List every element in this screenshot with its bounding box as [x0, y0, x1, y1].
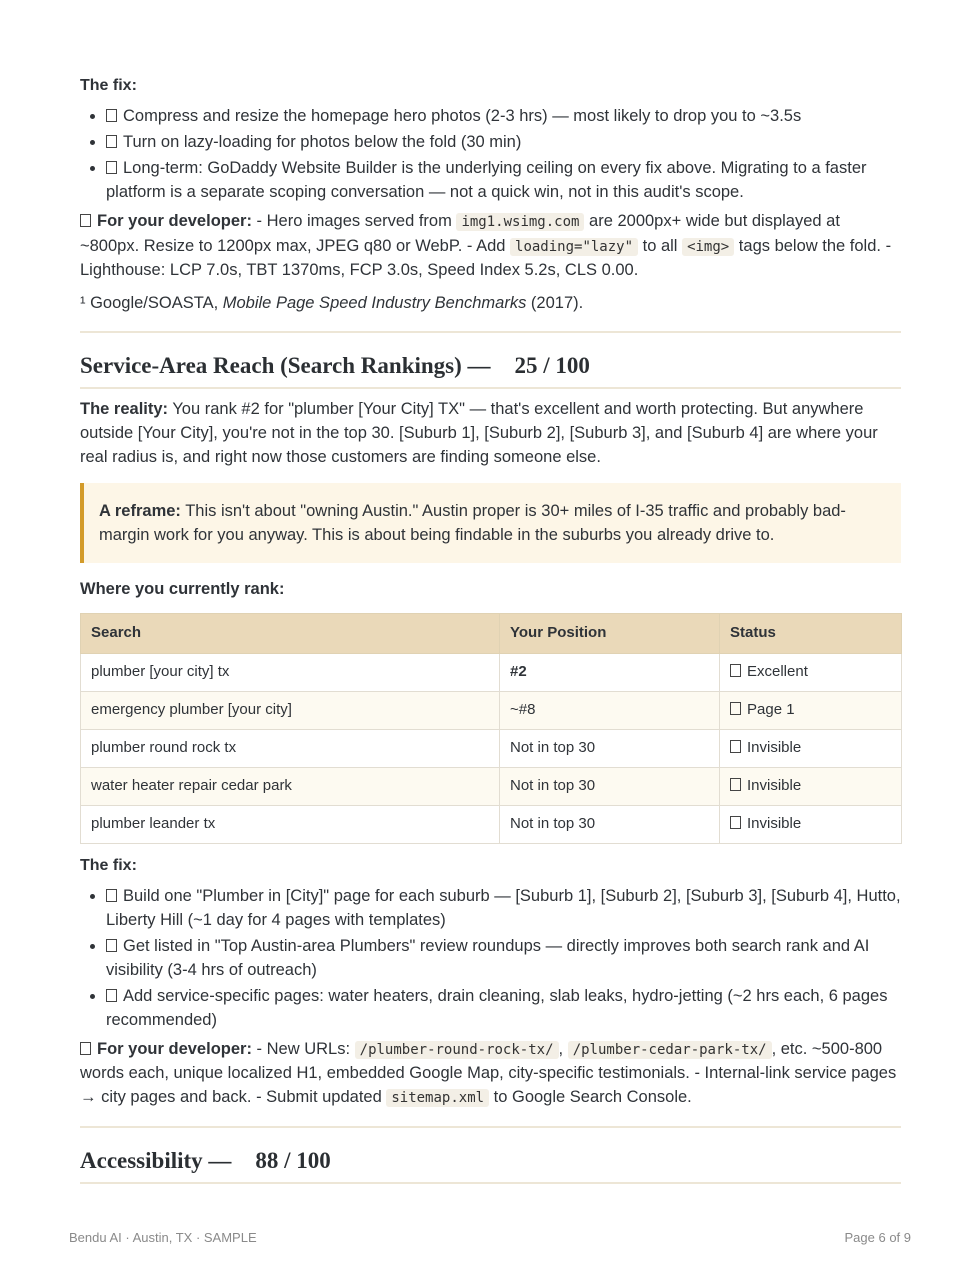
- code-snippet: <img>: [682, 238, 734, 256]
- list-item: • Get listed in "Top Austin-area Plumbers" review roundups — directly improves both search rank and AI visibility (3-4 hrs of outreach): [106, 934, 901, 982]
- checkbox-icon: [106, 939, 117, 952]
- column-header: Search: [81, 613, 500, 653]
- list-item: • Long-term: GoDaddy Website Builder is the underlying ceiling on every fix above. Migrating to a faster platform is a separate scoping conversation — not a quick win, not in this audit's scope.: [106, 156, 901, 204]
- column-header: Your Position: [500, 613, 720, 653]
- list-item: • Add service-specific pages: water heaters, drain cleaning, slab leaks, hydro-jetting (~2 hrs each, 6 pages recommended): [106, 984, 901, 1032]
- checkbox-icon: [106, 889, 117, 902]
- report-page: [80, 72, 901, 1184]
- status-icon: [730, 816, 741, 829]
- wrench-icon: [80, 1042, 91, 1055]
- fix-label: The fix:: [80, 856, 137, 874]
- reality-paragraph: The reality: You rank #2 for "plumber [Your City] TX" — that's excellent and worth protecting. But anywhere outside [Your City], you're not in the top 30. [Suburb 1], [Suburb 2], [Suburb 3], and [Suburb 4] are where your real radius is, and right now those customers are finding someone else.: [80, 399, 878, 466]
- page-number: Page 6 of 9: [844, 1230, 911, 1245]
- checkbox-icon: [106, 135, 117, 148]
- page-footer: [69, 1226, 911, 1250]
- table-header-row: [81, 613, 902, 653]
- wrench-icon: [80, 214, 91, 227]
- score: 25 / 100: [514, 352, 590, 378]
- list-item: • Build one "Plumber in [City]" page for each suburb — [Suburb 1], [Suburb 2], [Suburb 3], [Suburb 4], Hutto, Liberty Hill (~1 day for 4 pages with templates): [106, 884, 901, 932]
- fix-list: [80, 104, 901, 204]
- section-heading-accessibility: Accessibility — 88 / 100: [80, 1128, 901, 1184]
- code-snippet: sitemap.xml: [386, 1089, 489, 1107]
- checkbox-icon: [106, 989, 117, 1002]
- reframe-callout: A reframe: This isn't about "owning Austin." Austin proper is 30+ miles of I-35 traffic and probably bad-margin work for you anyway. This is about being findable in the suburbs you already drive to.: [80, 483, 901, 563]
- list-item: • Compress and resize the homepage hero photos (2-3 hrs) — most likely to drop you to ~3.5s: [106, 104, 901, 128]
- status-icon: [730, 778, 741, 791]
- table-row: plumber [your city] tx #2 Excellent: [81, 653, 902, 691]
- status-icon: [730, 702, 741, 715]
- status-icon: [730, 740, 741, 753]
- score: 88 / 100: [255, 1148, 331, 1173]
- rankings-table: [80, 613, 902, 844]
- table-row: emergency plumber [your city] ~#8 Page 1: [81, 691, 902, 729]
- status-icon: [730, 664, 741, 677]
- rank-heading: Where you currently rank:: [80, 579, 285, 598]
- code-snippet: img1.wsimg.com: [456, 213, 584, 231]
- table-row: plumber round rock tx Not in top 30 Invisible: [81, 729, 902, 767]
- fix-list: [80, 884, 901, 1032]
- footer-left: Bendu AI · Austin, TX · SAMPLE: [69, 1230, 257, 1245]
- column-header: Status: [720, 613, 902, 653]
- developer-notes: For your developer: - New URLs: /plumber-round-rock-tx/ , /plumber-cedar-park-tx/ , etc. ~500-800 words each, unique localized H1, embedded Google Map, city-specific testimonials. - Internal-link service pages → city pages and back. - Submit updated sitemap.xml to Google Search Console.: [80, 1039, 897, 1106]
- developer-notes: For your developer: - Hero images served from img1.wsimg.com are 2000px+ wide but displayed at ~800px. Resize to 1200px max, JPEG q80 or WebP. - Add loading="lazy" to all <img> tags below the fold. - Lighthouse: LCP 7.0s, TBT 1370ms, FCP 3.0s, Speed Index 5.2s, CLS 0.00.: [80, 212, 892, 279]
- table-row: water heater repair cedar park Not in top 30 Invisible: [81, 767, 902, 805]
- checkbox-icon: [106, 109, 117, 122]
- list-item: • Turn on lazy-loading for photos below the fold (30 min): [106, 130, 901, 154]
- code-snippet: /plumber-cedar-park-tx/: [568, 1041, 772, 1059]
- code-snippet: loading="lazy": [510, 238, 638, 256]
- footnote: ¹ Google/SOASTA, Mobile Page Speed Industry Benchmarks (2017).: [80, 293, 584, 312]
- code-snippet: /plumber-round-rock-tx/: [355, 1041, 559, 1059]
- developer-label: For your developer:: [97, 212, 252, 230]
- section-heading-service-area: Service-Area Reach (Search Rankings) — 25 / 100: [80, 333, 901, 389]
- developer-label: For your developer:: [97, 1039, 252, 1058]
- checkbox-icon: [106, 161, 117, 174]
- table-row: plumber leander tx Not in top 30 Invisible: [81, 805, 902, 843]
- fix-label: The fix:: [80, 77, 137, 94]
